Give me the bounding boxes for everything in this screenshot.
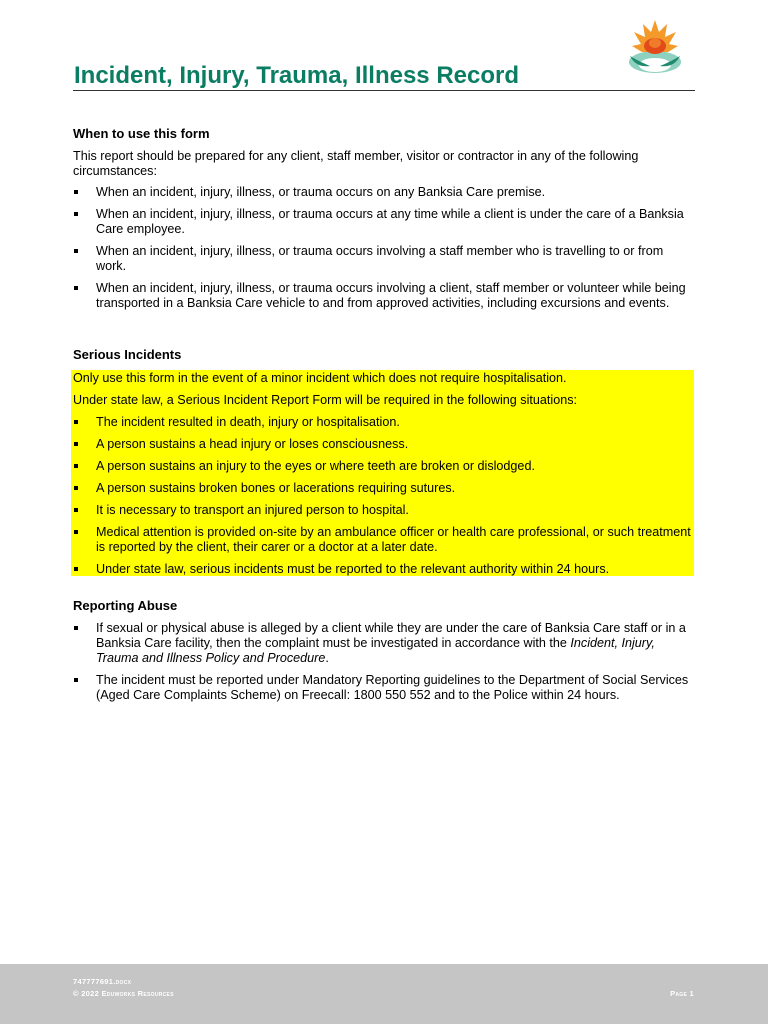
reporting-abuse-item1-text: If sexual or physical abuse is alleged by a client while they are under the care of Banksia Care staff or in a Banksia Care facility, then the complaint must be investigated in accordance with the <box>96 621 686 650</box>
footer-page-number: Page 1 <box>670 989 694 998</box>
footer-filename: 747777691.docx <box>73 977 132 986</box>
reporting-abuse-item1-end: . <box>325 651 329 665</box>
list-item: The incident must be reported under Mandatory Reporting guidelines to the Department of Social Services (Aged Care Complaints Scheme) on Freecall: 1800 550 552 and to the Police within 24 hours. <box>73 673 695 703</box>
list-item <box>73 621 695 666</box>
page-title: Incident, Injury, Trauma, Illness Record <box>73 60 695 91</box>
section-heading-reporting-abuse: Reporting Abuse <box>73 598 178 613</box>
list-item: A person sustains an injury to the eyes or where teeth are broken or dislodged. <box>73 459 693 474</box>
policy-reference: Incident, Injury, Trauma and Illness Policy and Procedure <box>96 636 655 665</box>
list-item: When an incident, injury, illness, or trauma occurs involving a client, staff member or volunteer while being transported in a Banksia Care vehicle to and from approved activities, including excursions and events. <box>73 281 695 311</box>
when-to-use-list <box>73 185 695 318</box>
serious-incidents-line1: Only use this form in the event of a minor incident which does not require hospitalisation. <box>73 371 567 385</box>
section-heading-when-to-use: When to use this form <box>73 126 210 141</box>
list-item: A person sustains broken bones or lacerations requiring sutures. <box>73 481 693 496</box>
section-heading-serious-incidents: Serious Incidents <box>73 347 182 362</box>
page-footer <box>0 964 768 1024</box>
list-item: The incident resulted in death, injury or hospitalisation. <box>73 415 693 430</box>
serious-incidents-list <box>73 415 693 584</box>
footer-copyright: © 2022 Eduworks Resources <box>73 989 174 998</box>
when-to-use-intro: This report should be prepared for any client, staff member, visitor or contractor in any of the following circumstances: <box>73 149 639 178</box>
list-item: It is necessary to transport an injured person to hospital. <box>73 503 693 518</box>
reporting-abuse-list <box>73 621 695 710</box>
list-item: When an incident, injury, illness, or trauma occurs involving a staff member who is travelling to or from work. <box>73 244 695 274</box>
list-item: When an incident, injury, illness, or trauma occurs at any time while a client is under the care of a Banksia Care employee. <box>73 207 695 237</box>
list-item: Medical attention is provided on-site by an ambulance officer or health care professional, or such treatment is reported by the client, their carer or a doctor at a later date. <box>73 525 693 555</box>
list-item: A person sustains a head injury or loses consciousness. <box>73 437 693 452</box>
list-item: When an incident, injury, illness, or trauma occurs on any Banksia Care premise. <box>73 185 695 200</box>
list-item: Under state law, serious incidents must be reported to the relevant authority within 24 hours. <box>73 562 693 577</box>
serious-incidents-highlight <box>71 370 694 576</box>
serious-incidents-line2: Under state law, a Serious Incident Report Form will be required in the following situations: <box>73 393 578 407</box>
